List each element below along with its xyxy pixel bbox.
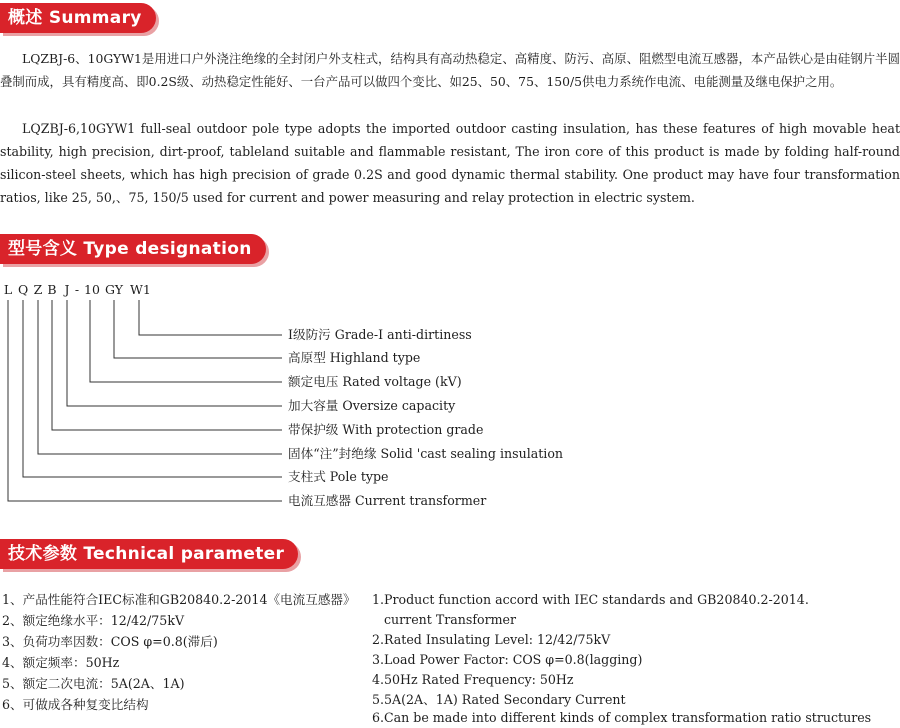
- param-cn-6: 6、可做成各种复变比结构: [2, 697, 149, 712]
- param-cn-3: 3、负荷功率因数：COS φ=0.8(滞后): [2, 634, 218, 649]
- designation-item-transformer: 电流互感器 Current transformer: [288, 493, 487, 508]
- param-cn-1: 1、产品性能符合IEC标准和GB20840.2-2014《电流互感器》: [2, 592, 356, 607]
- connector-z: [38, 300, 282, 454]
- section-header-technical-parameter: 技术参数 Technical parameter: [0, 539, 298, 569]
- section-header-summary: 概述 Summary: [0, 3, 156, 33]
- connector-gy: [114, 300, 282, 358]
- connector-b: [52, 300, 282, 430]
- param-en-6: 6.Can be made into different kinds of complex transformation ratio structures: [372, 710, 872, 725]
- code-dash: -: [74, 282, 80, 297]
- designation-item-pole: 支柱式 Pole type: [288, 469, 389, 484]
- param-cn-5: 5、额定二次电流：5A(2A、1A): [2, 676, 185, 691]
- section-header-type-designation: 型号含义 Type designation: [0, 234, 266, 264]
- designation-item-protection: 带保护级 With protection grade: [288, 422, 484, 437]
- param-en-1-cont: current Transformer: [384, 612, 517, 627]
- summary-text-cn: LQZBJ-6、10GYW1是用进口户外浇注绝缘的全封闭户外支柱式，结构具有高动热稳定、高精度、防污、高原、阻燃型电流互感器，本产品铁心是由硅钢片半圆叠制而成，具有精度高、即0.2S级、动热稳定性能好、一台产品可以做四个变比、如25、50、75、150/5供电力系统作电流、电能测量及继电保护之用。: [0, 51, 900, 89]
- param-en-1: 1.Product function accord with IEC standards and GB20840.2-2014.: [372, 592, 809, 607]
- designation-item-anti-dirt: I级防污 Grade-I anti-dirtiness: [288, 327, 472, 342]
- connector-w1: [139, 300, 282, 335]
- param-en-5: 5.5A(2A、1A) Rated Secondary Current: [372, 692, 626, 707]
- designation-item-insulation: 固体“注”封绝缘 Solid 'cast sealing insulation: [288, 446, 564, 461]
- code-letter-b: B: [47, 282, 57, 297]
- code-w1: W1: [130, 282, 151, 297]
- code-letter-q: Q: [18, 282, 29, 297]
- code-letter-l: L: [3, 282, 13, 297]
- connector-voltage: [90, 300, 282, 382]
- param-cn-2: 2、额定绝缘水平：12/42/75kV: [2, 613, 185, 628]
- summary-text-en: LQZBJ-6,10GYW1 full-seal outdoor pole type adopts the imported outdoor casting insulation, has these features of high movable heat stability, high precision, dirt-proof, tableland suitable and flammable resistant, The iron core of this product is made by folding half-round silicon-steel sheets, which has high precision of grade 0.2S and good dynamic thermal stability. One product may have four transformation ratios, like 25, 50,、75, 150/5 used for current and power measuring and relay protection in electric system.: [0, 121, 900, 205]
- code-voltage: 10: [84, 282, 100, 297]
- connector-q: [23, 300, 282, 477]
- designation-item-voltage: 额定电压 Rated voltage (kV): [288, 374, 462, 389]
- param-en-3: 3.Load Power Factor: COS φ=0.8(lagging): [372, 652, 643, 667]
- code-letter-j: J: [64, 282, 70, 297]
- designation-item-capacity: 加大容量 Oversize capacity: [288, 398, 456, 413]
- param-cn-4: 4、额定频率：50Hz: [2, 655, 120, 670]
- connector-j: [67, 300, 282, 406]
- code-gy: GY: [104, 282, 124, 297]
- param-en-2: 2.Rated Insulating Level: 12/42/75kV: [372, 632, 611, 647]
- designation-item-highland: 高原型 Highland type: [288, 350, 421, 365]
- code-letter-z: Z: [33, 282, 43, 297]
- connector-l: [8, 300, 282, 501]
- param-en-4: 4.50Hz Rated Frequency: 50Hz: [372, 672, 574, 687]
